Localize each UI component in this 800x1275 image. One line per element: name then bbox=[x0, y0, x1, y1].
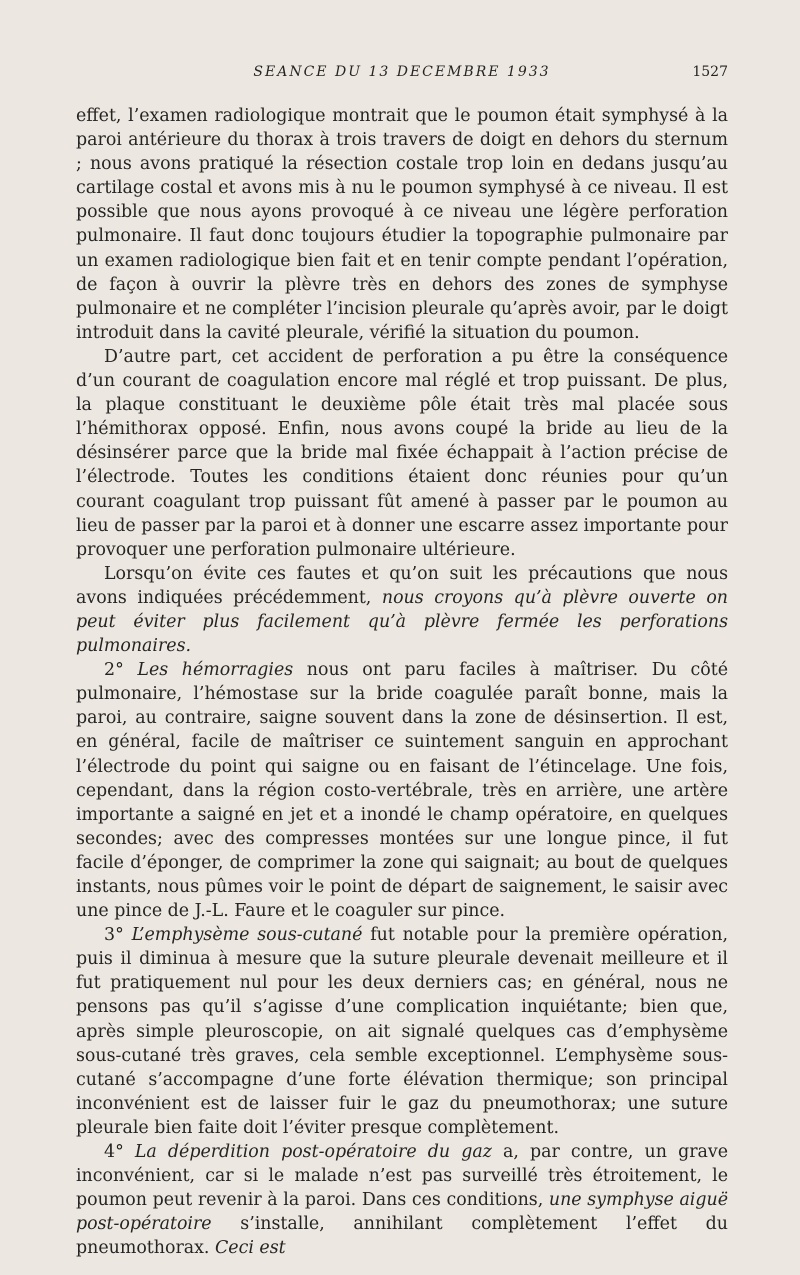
paragraph bbox=[76, 345, 728, 562]
text-run: 3° bbox=[104, 925, 132, 946]
body-text bbox=[76, 104, 728, 1261]
running-title: SEANCE DU 13 DECEMBRE 1933 bbox=[253, 64, 551, 80]
italic-text: Les hémorragies bbox=[137, 660, 294, 681]
text-run: 4° bbox=[104, 1142, 135, 1163]
text-run: Lorsqu’on évite ces fautes et qu’on suit les précautions que nous avons indiquées précédemment, bbox=[76, 563, 728, 608]
text-run: nous ont paru faciles à maîtriser. Du côté pulmonaire, l’hémostase sur la bride coagulée paraît bonne, mais la paroi, au contraire, saigne souvent dans la zone de désinsertion. Il est, en général, facile de maîtriser ce suintement sanguin en approchant l’électrode du point qui saigne ou en faisant de l’étincelage. Une fois, cependant, dans la région costo-vertébrale, très en arrière, une artère importante a saigné en jet et a inondé le champ opératoire, en quelques secondes; avec des compresses montées sur une longue pince, il fut facile d’éponger, de comprimer la zone qui saignait; au bout de quelques instants, nous pûmes voir le point de départ de saignement, le saisir avec une pince de J.-L. Faure et le coaguler sur pince. bbox=[76, 660, 729, 922]
paragraph bbox=[76, 104, 728, 345]
italic-text: Ceci est bbox=[215, 1238, 286, 1259]
page-number: 1527 bbox=[692, 64, 728, 80]
paragraph bbox=[76, 923, 728, 1140]
text-run: fut notable pour la première opération, puis il diminua à mesure que la suture pleurale devenait meilleure et il fut pratiquement nul pour les deux derniers cas; en général, nous ne pensons pas qu’il s’agisse d’une complication inquiétante; bien que, après simple pleuroscopie, on ait signalé quelques cas d’emphysème sous-cutané très graves, cela semble exceptionnel. L’emphysème sous-cutané s’accompagne d’une forte élévation thermique; son principal inconvénient est de laisser fuir le gaz du pneumothorax; une suture pleurale bien faite doit l’éviter presque complètement. bbox=[76, 925, 728, 1138]
text-run: 2° bbox=[104, 660, 138, 681]
italic-text: L’emphysème sous-cutané bbox=[131, 925, 363, 946]
text-run: a, par contre, un grave inconvénient, car si le malade n’est pas surveillé très étroitement, le poumon peut revenir à la paroi. Dans ces conditions, bbox=[76, 1142, 728, 1211]
italic-text: nous croyons qu’à plèvre ouverte on peut éviter plus facilement qu’à plèvre fermée les perforations pulmonaires. bbox=[76, 587, 728, 657]
italic-text: une symphyse aiguë post-opératoire bbox=[76, 1190, 728, 1235]
page-header bbox=[76, 64, 728, 86]
text-run: D’autre part, cet accident de perforation a pu être la conséquence d’un courant de coagulation encore mal réglé et trop puissant. De plus, la plaque constituant le deuxième pôle était très mal placée sous l’hémithorax opposé. Enfin, nous avons coupé la bride au lieu de la désinsérer parce que la bride mal fixée échappait à l’action précise de l’électrode. Toutes les conditions étaient donc réunies pour qu’un courant coagulant trop puissant fût amené à passer par le poumon au lieu de passer par la paroi et à donner une escarre assez importante pour provoquer une perforation pulmonaire ultérieure. bbox=[76, 346, 728, 560]
text-run: s’installe, annihilant complètement l’effet du pneumothorax. bbox=[76, 1214, 728, 1259]
paragraph bbox=[76, 1140, 728, 1260]
paragraph bbox=[76, 658, 728, 923]
italic-text: La déperdition post-opératoire du gaz bbox=[134, 1142, 492, 1163]
text-run: effet, l’examen radiologique montrait que le poumon était symphysé à la paroi antérieure du thorax à trois travers de doigt en dehors du sternum ; nous avons pratiqué la résection costale trop loin en dedans jusqu’au cartilage costal et avons mis à nu le poumon symphysé à ce niveau. Il est possible que nous ayons provoqué à ce niveau une légère perforation pulmonaire. Il faut donc toujours étudier la topographie pulmonaire par un examen radiologique bien fait et en tenir compte pendant l’opération, de façon à ouvrir la plèvre très en dehors des zones de symphyse pulmonaire et ne compléter l’incision pleurale qu’après avoir, par le doigt introduit dans la cavité pleurale, vérifié la situation du poumon. bbox=[76, 106, 728, 343]
paragraph bbox=[76, 562, 728, 658]
